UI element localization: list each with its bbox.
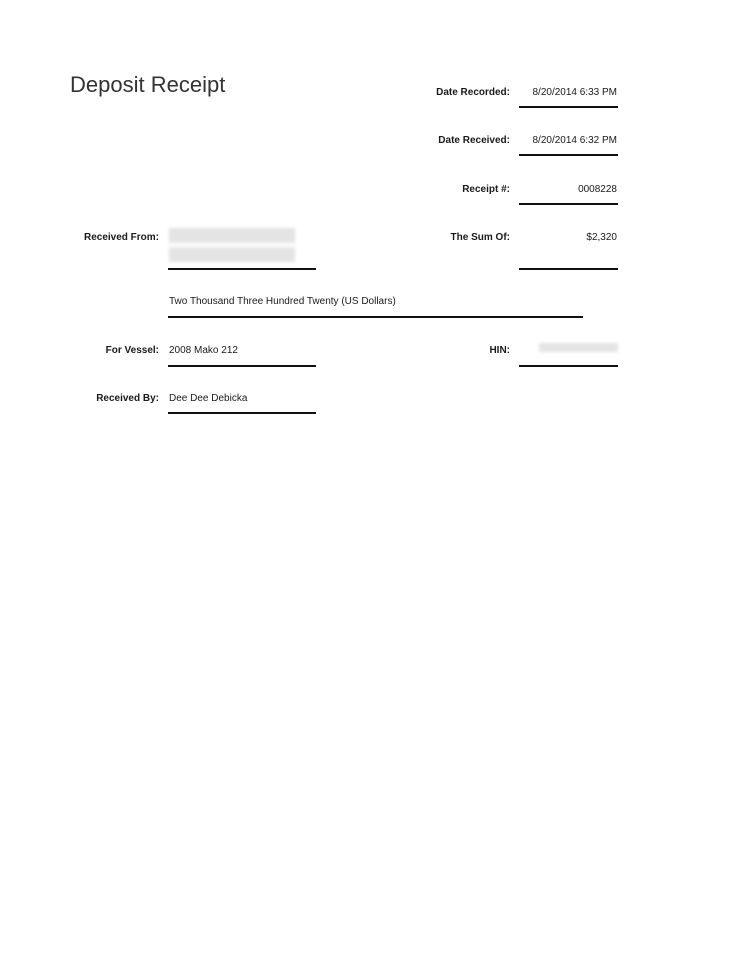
sum-of-label: The Sum Of: <box>450 232 510 243</box>
redacted-address-block <box>169 247 295 262</box>
receipt-number-underline <box>519 203 618 205</box>
page-title: Deposit Receipt <box>70 72 226 97</box>
date-recorded-value: 8/20/2014 6:33 PM <box>532 87 617 98</box>
for-vessel-underline <box>168 365 316 367</box>
hin-underline <box>519 365 618 367</box>
date-received-underline <box>519 154 618 156</box>
receipt-number-label: Receipt #: <box>462 184 510 195</box>
received-from-redacted <box>169 227 295 263</box>
date-received-label: Date Received: <box>438 135 510 146</box>
date-recorded-label: Date Recorded: <box>436 87 510 98</box>
received-from-label: Received From: <box>83 232 159 243</box>
hin-redacted <box>539 343 618 352</box>
for-vessel-label: For Vessel: <box>105 345 159 356</box>
amount-in-words-underline <box>168 316 583 318</box>
received-by-label: Received By: <box>96 393 159 404</box>
received-by-value: Dee Dee Debicka <box>169 393 248 404</box>
received-by-underline <box>168 412 316 414</box>
receipt-number-value: 0008228 <box>578 184 617 195</box>
sum-of-underline <box>519 268 618 270</box>
for-vessel-value: 2008 Mako 212 <box>169 345 238 356</box>
hin-label: HIN: <box>489 345 510 356</box>
received-from-underline <box>168 268 316 270</box>
date-received-value: 8/20/2014 6:32 PM <box>532 135 617 146</box>
amount-in-words: Two Thousand Three Hundred Twenty (US Dollars) <box>169 296 396 307</box>
redacted-name-block <box>169 228 295 243</box>
sum-of-value: $2,320 <box>586 232 617 243</box>
date-recorded-underline <box>519 106 618 108</box>
